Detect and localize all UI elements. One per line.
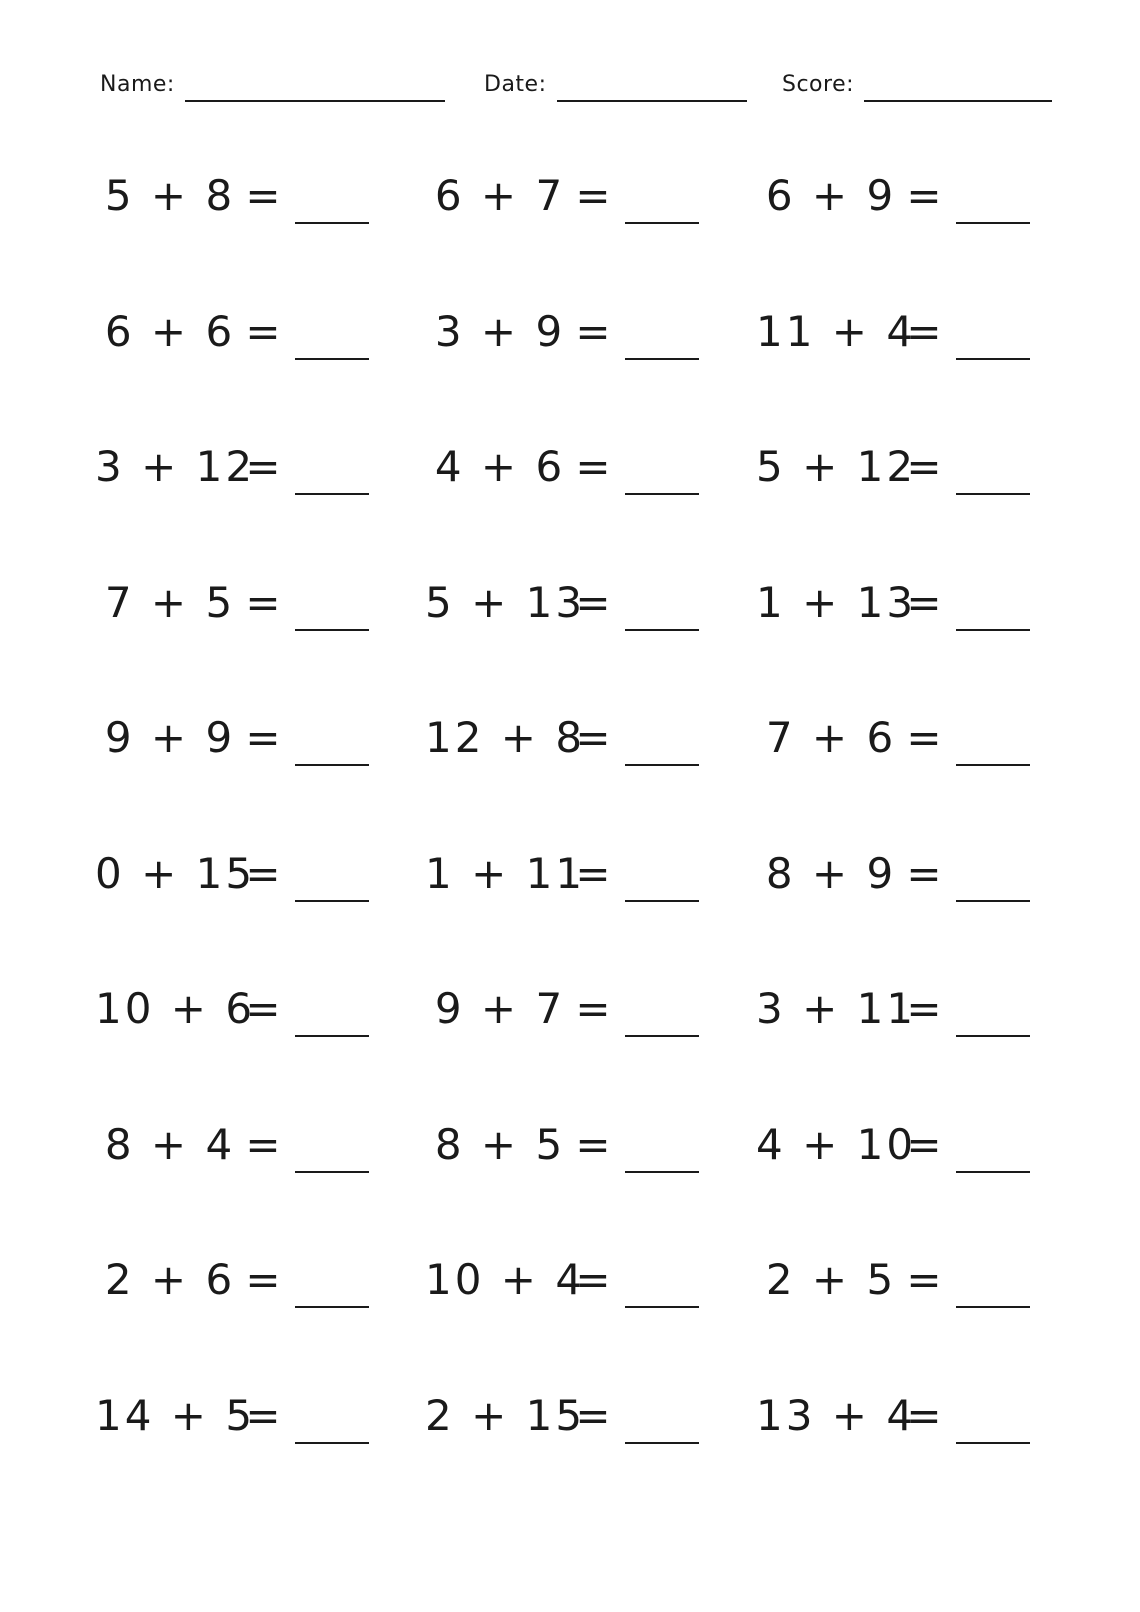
problem-expression: 12 + 8 xyxy=(425,713,586,762)
problem-item xyxy=(425,1250,725,1310)
problem-item xyxy=(756,844,1056,904)
answer-blank[interactable] xyxy=(956,1250,1030,1308)
problem-expression: 5 + 13 xyxy=(425,578,586,627)
answer-blank[interactable] xyxy=(295,1115,369,1173)
answer-blank[interactable] xyxy=(956,166,1030,224)
problem-item xyxy=(756,166,1056,226)
answer-blank[interactable] xyxy=(295,979,369,1037)
answer-blank[interactable] xyxy=(956,979,1030,1037)
problem-expression: 11 + 4 xyxy=(756,307,917,356)
answer-blank[interactable] xyxy=(956,573,1030,631)
problem-expression: 13 + 4 xyxy=(756,1391,917,1440)
problem-expression: 8 + 4 xyxy=(104,1120,236,1169)
problem-item xyxy=(756,302,1056,362)
equals-sign: = xyxy=(575,984,611,1033)
answer-blank[interactable] xyxy=(625,1115,699,1173)
equals-sign: = xyxy=(245,849,281,898)
problem-expression: 3 + 11 xyxy=(756,984,917,1033)
answer-blank[interactable] xyxy=(625,979,699,1037)
problem-item xyxy=(425,166,725,226)
answer-blank[interactable] xyxy=(625,573,699,631)
equals-sign: = xyxy=(906,442,942,491)
equals-sign: = xyxy=(906,984,942,1033)
problem-item xyxy=(95,1386,395,1446)
equals-sign: = xyxy=(245,1120,281,1169)
problem-expression: 1 + 11 xyxy=(425,849,586,898)
problem-item xyxy=(95,979,395,1039)
problem-expression: 2 + 5 xyxy=(765,1255,897,1304)
equals-sign: = xyxy=(575,307,611,356)
answer-blank[interactable] xyxy=(956,1115,1030,1173)
answer-blank[interactable] xyxy=(625,437,699,495)
problem-item xyxy=(756,573,1056,633)
equals-sign: = xyxy=(906,1391,942,1440)
answer-blank[interactable] xyxy=(625,302,699,360)
problem-expression: 6 + 9 xyxy=(765,171,897,220)
problem-expression: 5 + 12 xyxy=(756,442,917,491)
equals-sign: = xyxy=(245,1255,281,1304)
answer-blank[interactable] xyxy=(625,1386,699,1444)
score-label: Score: xyxy=(782,72,855,97)
problem-item xyxy=(425,979,725,1039)
equals-sign: = xyxy=(575,1255,611,1304)
problem-expression: 9 + 7 xyxy=(434,984,566,1033)
equals-sign: = xyxy=(575,713,611,762)
problem-item xyxy=(95,573,395,633)
equals-sign: = xyxy=(906,578,942,627)
problem-expression: 9 + 9 xyxy=(104,713,236,762)
problem-expression: 0 + 15 xyxy=(95,849,256,898)
problem-expression: 10 + 4 xyxy=(425,1255,586,1304)
equals-sign: = xyxy=(906,1120,942,1169)
equals-sign: = xyxy=(906,713,942,762)
problem-expression: 4 + 10 xyxy=(756,1120,917,1169)
problem-item xyxy=(756,1250,1056,1310)
answer-blank[interactable] xyxy=(295,166,369,224)
equals-sign: = xyxy=(245,171,281,220)
equals-sign: = xyxy=(575,849,611,898)
problem-item xyxy=(425,1115,725,1175)
equals-sign: = xyxy=(906,171,942,220)
problem-expression: 3 + 12 xyxy=(95,442,256,491)
equals-sign: = xyxy=(906,1255,942,1304)
equals-sign: = xyxy=(906,849,942,898)
answer-blank[interactable] xyxy=(295,708,369,766)
equals-sign: = xyxy=(575,442,611,491)
answer-blank[interactable] xyxy=(295,302,369,360)
problem-item xyxy=(95,844,395,904)
answer-blank[interactable] xyxy=(295,844,369,902)
equals-sign: = xyxy=(245,578,281,627)
answer-blank[interactable] xyxy=(625,166,699,224)
problem-item xyxy=(95,1115,395,1175)
equals-sign: = xyxy=(245,984,281,1033)
problem-item xyxy=(756,1115,1056,1175)
problem-item xyxy=(425,708,725,768)
answer-blank[interactable] xyxy=(956,437,1030,495)
equals-sign: = xyxy=(575,171,611,220)
problem-item xyxy=(756,437,1056,497)
name-label: Name: xyxy=(100,72,175,97)
answer-blank[interactable] xyxy=(295,1386,369,1444)
problem-item xyxy=(95,708,395,768)
equals-sign: = xyxy=(575,1120,611,1169)
problem-item xyxy=(95,1250,395,1310)
answer-blank[interactable] xyxy=(956,1386,1030,1444)
equals-sign: = xyxy=(245,442,281,491)
problem-expression: 8 + 5 xyxy=(434,1120,566,1169)
answer-blank[interactable] xyxy=(625,844,699,902)
problem-item xyxy=(95,166,395,226)
problem-item xyxy=(425,844,725,904)
answer-blank[interactable] xyxy=(625,1250,699,1308)
problem-expression: 7 + 5 xyxy=(104,578,236,627)
problem-item xyxy=(756,708,1056,768)
problem-item xyxy=(425,1386,725,1446)
problem-expression: 2 + 15 xyxy=(425,1391,586,1440)
problem-expression: 8 + 9 xyxy=(765,849,897,898)
problem-item xyxy=(425,437,725,497)
equals-sign: = xyxy=(906,307,942,356)
equals-sign: = xyxy=(245,713,281,762)
answer-blank[interactable] xyxy=(295,437,369,495)
problem-item xyxy=(95,437,395,497)
problem-expression: 7 + 6 xyxy=(765,713,897,762)
problem-expression: 14 + 5 xyxy=(95,1391,256,1440)
problem-item xyxy=(425,573,725,633)
problem-item xyxy=(756,1386,1056,1446)
problem-expression: 3 + 9 xyxy=(434,307,566,356)
problem-expression: 5 + 8 xyxy=(104,171,236,220)
equals-sign: = xyxy=(245,307,281,356)
problem-expression: 1 + 13 xyxy=(756,578,917,627)
date-label: Date: xyxy=(484,72,547,97)
equals-sign: = xyxy=(575,578,611,627)
answer-blank[interactable] xyxy=(956,844,1030,902)
problem-expression: 6 + 6 xyxy=(104,307,236,356)
answer-blank[interactable] xyxy=(956,708,1030,766)
problem-expression: 4 + 6 xyxy=(434,442,566,491)
problem-item xyxy=(756,979,1056,1039)
answer-blank[interactable] xyxy=(956,302,1030,360)
equals-sign: = xyxy=(575,1391,611,1440)
problem-expression: 6 + 7 xyxy=(434,171,566,220)
answer-blank[interactable] xyxy=(625,708,699,766)
answer-blank[interactable] xyxy=(295,1250,369,1308)
problem-item xyxy=(425,302,725,362)
problem-expression: 2 + 6 xyxy=(104,1255,236,1304)
answer-blank[interactable] xyxy=(295,573,369,631)
equals-sign: = xyxy=(245,1391,281,1440)
problem-expression: 10 + 6 xyxy=(95,984,256,1033)
problem-item xyxy=(95,302,395,362)
